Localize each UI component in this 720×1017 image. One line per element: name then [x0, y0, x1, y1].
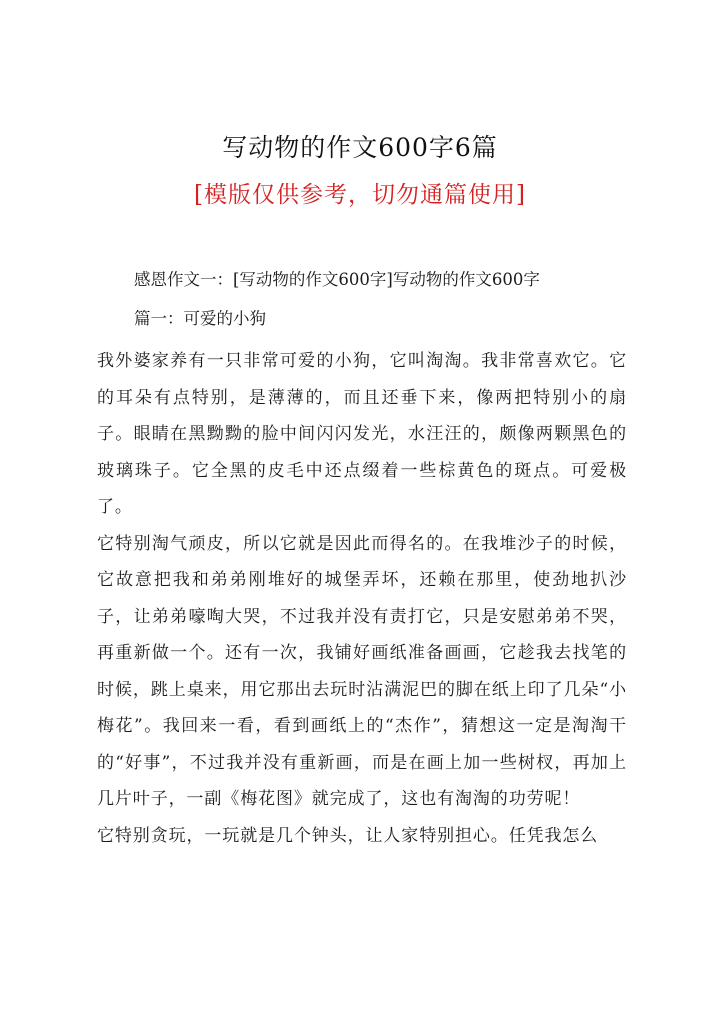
section-title: 篇一：可爱的小狗 [134, 309, 266, 328]
essay-heading: 感恩作文一：[写动物的作文600字]写动物的作文600字 [134, 270, 540, 289]
template-notice: [模版仅供参考，切勿通篇使用] [194, 182, 526, 208]
document-title: 写动物的作文600字6篇 [222, 133, 498, 162]
paragraph: 它特别淘气顽皮，所以它就是因此而得名的。在我堆沙子的时候，它故意把我和弟弟刚堆好的城堡弄坏，还赖在那里，使劲地扒沙子，让弟弟嚎啕大哭，不过我并没有责打它，只是安慰弟弟不哭，再重新做一个。还有一次，我铺好画纸准备画画，它趁我去找笔的时候，跳上桌来，用它那出去玩时沾满泥巴的脚在纸上印了几朵“小梅花”。我回来一看，看到画纸上的“杰作”，猜想这一定是淘淘干的“好事”，不过我并没有重新画，而是在画上加一些树杈，再加上几片叶子，一副《梅花图》就完成了，这也有淘淘的功劳呢！ [97, 533, 627, 809]
paragraph: 它特别贪玩，一玩就是几个钟头，让人家特别担心。任凭我怎么 [97, 825, 599, 846]
paragraph: 我外婆家养有一只非常可爱的小狗，它叫淘淘。我非常喜欢它。它的耳朵有点特别，是薄薄的，而且还垂下来，像两把特别小的扇子。眼睛在黑黝黝的脸中间闪闪发光，水汪汪的，颇像两颗黑色的玻璃珠子。它全黑的皮毛中还点缀着一些棕黄色的斑点。可爱极了。 [97, 351, 627, 517]
essay-body [97, 343, 627, 854]
